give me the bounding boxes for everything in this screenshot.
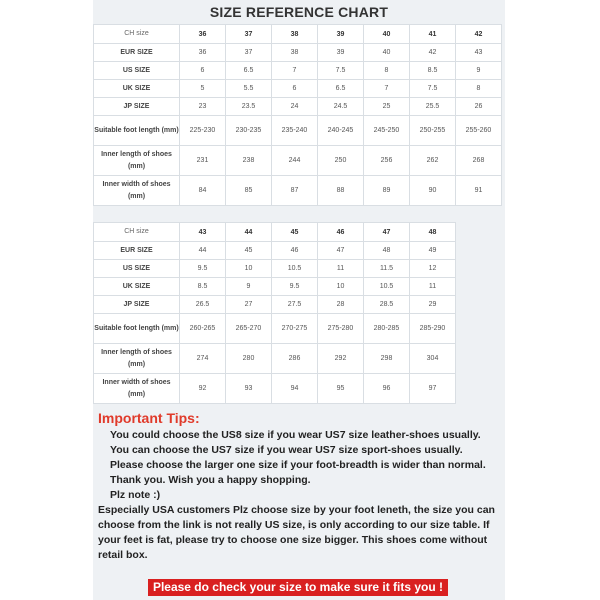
tips-paragraph-1: You could choose the US8 size if you wear US7 size leather-shoes usually. You can choose the US7 size if you wear US7 size sport-shoes usually. Please choose the larger one size if your foot-breadth is wider than normal. Thank you. Wish you a happy shopping.: [110, 429, 486, 486]
cell-inner-width: 85: [226, 176, 272, 206]
cell-uk-size: 5.5: [226, 80, 272, 98]
row-jp-size: [94, 98, 502, 116]
row-jp-size: [94, 296, 502, 314]
cell-ch-size: 45: [272, 223, 318, 242]
cell-ch-size: 36: [180, 25, 226, 44]
empty-cell: [456, 374, 502, 404]
cell-jp-size: 29: [410, 296, 456, 314]
cell-jp-size: 25: [364, 98, 410, 116]
cell-uk-size: 11: [410, 278, 456, 296]
cell-ch-size: 43: [180, 223, 226, 242]
cell-foot-length: 255-260: [456, 116, 502, 146]
cell-inner-width: 95: [318, 374, 364, 404]
cell-eur-size: 46: [272, 242, 318, 260]
cell-inner-length: 292: [318, 344, 364, 374]
row-label-us-size: US SIZE: [94, 260, 180, 278]
cell-foot-length: 260-265: [180, 314, 226, 344]
cell-eur-size: 49: [410, 242, 456, 260]
cell-ch-size: 44: [226, 223, 272, 242]
row-label-inner-width: Inner width of shoes (mm): [94, 176, 180, 206]
row-label-ch-size: CH size: [94, 25, 180, 44]
cell-inner-length: 250: [318, 146, 364, 176]
cell-jp-size: 23.5: [226, 98, 272, 116]
cell-eur-size: 42: [410, 44, 456, 62]
cell-foot-length: 285-290: [410, 314, 456, 344]
cell-jp-size: 28: [318, 296, 364, 314]
cell-us-size: 8: [364, 62, 410, 80]
cell-foot-length: 235-240: [272, 116, 318, 146]
cell-jp-size: 27: [226, 296, 272, 314]
empty-cell: [456, 260, 502, 278]
cell-foot-length: 230-235: [226, 116, 272, 146]
empty-cell: [456, 344, 502, 374]
row-label-foot-length: Suitable foot length (mm): [94, 314, 180, 344]
cell-inner-width: 96: [364, 374, 410, 404]
cell-us-size: 6: [180, 62, 226, 80]
size-table-2: [93, 222, 502, 404]
cell-eur-size: 36: [180, 44, 226, 62]
row-label-us-size: US SIZE: [94, 62, 180, 80]
cell-us-size: 9.5: [180, 260, 226, 278]
cell-uk-size: 8: [456, 80, 502, 98]
row-us-size: [94, 62, 502, 80]
cell-foot-length: 265-270: [226, 314, 272, 344]
cell-uk-size: 6.5: [318, 80, 364, 98]
row-ch-size: [94, 25, 502, 44]
cell-inner-length: 238: [226, 146, 272, 176]
cell-eur-size: 37: [226, 44, 272, 62]
chart-title: SIZE REFERENCE CHART: [209, 4, 389, 20]
cell-inner-width: 97: [410, 374, 456, 404]
row-label-uk-size: UK SIZE: [94, 278, 180, 296]
cell-inner-width: 90: [410, 176, 456, 206]
cell-us-size: 8.5: [410, 62, 456, 80]
empty-cell: [456, 223, 502, 242]
cell-inner-width: 92: [180, 374, 226, 404]
empty-cell: [456, 314, 502, 344]
row-label-foot-length: Suitable foot length (mm): [94, 116, 180, 146]
row-ch-size: [94, 223, 502, 242]
cell-us-size: 10: [226, 260, 272, 278]
cell-eur-size: 38: [272, 44, 318, 62]
cell-foot-length: 245-250: [364, 116, 410, 146]
cell-uk-size: 6: [272, 80, 318, 98]
cell-eur-size: 47: [318, 242, 364, 260]
row-inner-width: [94, 176, 502, 206]
cell-eur-size: 39: [318, 44, 364, 62]
cell-inner-length: 244: [272, 146, 318, 176]
cell-jp-size: 26.5: [180, 296, 226, 314]
size-table-1: [93, 24, 502, 206]
cell-inner-length: 304: [410, 344, 456, 374]
row-foot-length: [94, 116, 502, 146]
cell-jp-size: 28.5: [364, 296, 410, 314]
cell-us-size: 7.5: [318, 62, 364, 80]
cell-jp-size: 25.5: [410, 98, 456, 116]
row-label-ch-size: CH size: [94, 223, 180, 242]
cell-inner-width: 94: [272, 374, 318, 404]
cell-ch-size: 46: [318, 223, 364, 242]
row-uk-size: [94, 80, 502, 98]
cell-us-size: 11.5: [364, 260, 410, 278]
row-label-eur-size: EUR SIZE: [94, 44, 180, 62]
cell-inner-length: 286: [272, 344, 318, 374]
cell-inner-width: 87: [272, 176, 318, 206]
tips-body: [98, 428, 498, 563]
row-uk-size: [94, 278, 502, 296]
cell-eur-size: 43: [456, 44, 502, 62]
check-size-warning-banner: Please do check your size to make sure it fits you !: [148, 579, 448, 596]
cell-eur-size: 44: [180, 242, 226, 260]
row-label-jp-size: JP SIZE: [94, 98, 180, 116]
row-eur-size: [94, 44, 502, 62]
cell-ch-size: 42: [456, 25, 502, 44]
row-foot-length: [94, 314, 502, 344]
cell-foot-length: 270-275: [272, 314, 318, 344]
cell-jp-size: 24.5: [318, 98, 364, 116]
cell-ch-size: 39: [318, 25, 364, 44]
cell-inner-length: 262: [410, 146, 456, 176]
row-label-inner-length: Inner length of shoes (mm): [94, 146, 180, 176]
cell-jp-size: 26: [456, 98, 502, 116]
cell-inner-width: 89: [364, 176, 410, 206]
cell-inner-length: 231: [180, 146, 226, 176]
cell-eur-size: 40: [364, 44, 410, 62]
cell-uk-size: 10.5: [364, 278, 410, 296]
cell-inner-width: 93: [226, 374, 272, 404]
cell-inner-width: 91: [456, 176, 502, 206]
row-label-uk-size: UK SIZE: [94, 80, 180, 98]
cell-ch-size: 40: [364, 25, 410, 44]
cell-uk-size: 7.5: [410, 80, 456, 98]
cell-inner-length: 268: [456, 146, 502, 176]
cell-foot-length: 280-285: [364, 314, 410, 344]
empty-cell: [456, 278, 502, 296]
cell-foot-length: 250-255: [410, 116, 456, 146]
cell-jp-size: 27.5: [272, 296, 318, 314]
cell-ch-size: 48: [410, 223, 456, 242]
row-label-jp-size: JP SIZE: [94, 296, 180, 314]
row-label-inner-length: Inner length of shoes (mm): [94, 344, 180, 374]
row-label-eur-size: EUR SIZE: [94, 242, 180, 260]
cell-inner-length: 298: [364, 344, 410, 374]
cell-foot-length: 275-280: [318, 314, 364, 344]
cell-ch-size: 38: [272, 25, 318, 44]
cell-us-size: 12: [410, 260, 456, 278]
cell-uk-size: 9: [226, 278, 272, 296]
cell-uk-size: 7: [364, 80, 410, 98]
cell-ch-size: 37: [226, 25, 272, 44]
row-eur-size: [94, 242, 502, 260]
cell-uk-size: 10: [318, 278, 364, 296]
cell-inner-width: 88: [318, 176, 364, 206]
row-inner-width: [94, 374, 502, 404]
cell-uk-size: 8.5: [180, 278, 226, 296]
cell-inner-width: 84: [180, 176, 226, 206]
cell-jp-size: 23: [180, 98, 226, 116]
cell-inner-length: 274: [180, 344, 226, 374]
cell-foot-length: 240-245: [318, 116, 364, 146]
cell-uk-size: 9.5: [272, 278, 318, 296]
empty-cell: [456, 242, 502, 260]
cell-us-size: 10.5: [272, 260, 318, 278]
tips-paragraph-2: Especially USA customers Plz choose size by your foot leneth, the size you can choose from the link is not really US size, is only according to our size table. If your feet is fat, please try to choose one size bigger. This shoes come without retail box.: [98, 504, 495, 561]
cell-eur-size: 45: [226, 242, 272, 260]
row-inner-length: [94, 146, 502, 176]
cell-eur-size: 48: [364, 242, 410, 260]
cell-us-size: 7: [272, 62, 318, 80]
cell-inner-length: 280: [226, 344, 272, 374]
cell-us-size: 9: [456, 62, 502, 80]
tips-note-label: Plz note :): [110, 489, 161, 501]
cell-ch-size: 47: [364, 223, 410, 242]
cell-us-size: 11: [318, 260, 364, 278]
row-label-inner-width: Inner width of shoes (mm): [94, 374, 180, 404]
cell-inner-length: 256: [364, 146, 410, 176]
cell-foot-length: 225-230: [180, 116, 226, 146]
cell-us-size: 6.5: [226, 62, 272, 80]
row-us-size: [94, 260, 502, 278]
empty-cell: [456, 296, 502, 314]
cell-uk-size: 5: [180, 80, 226, 98]
cell-ch-size: 41: [410, 25, 456, 44]
row-inner-length: [94, 344, 502, 374]
tips-heading: Important Tips:: [98, 410, 200, 426]
cell-jp-size: 24: [272, 98, 318, 116]
